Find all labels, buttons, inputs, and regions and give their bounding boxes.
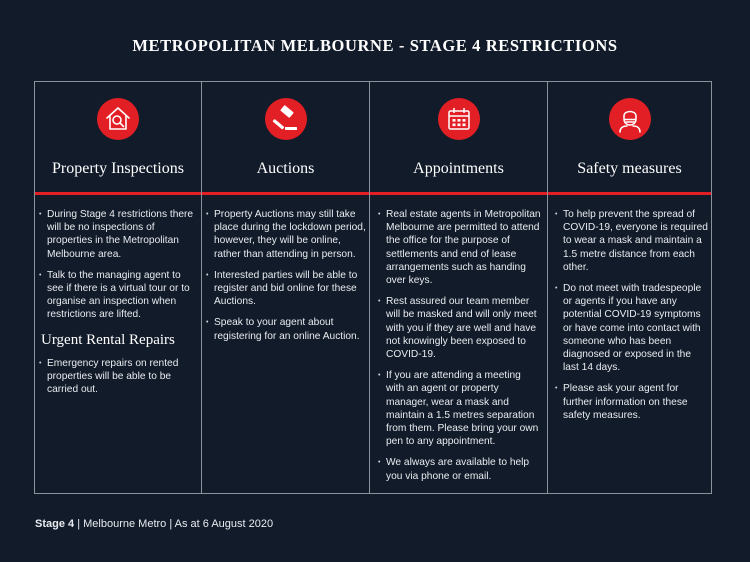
column-property-inspections <box>35 82 201 493</box>
list-item: • Please ask your agent for further information on these safety measures. <box>555 382 709 422</box>
column-heading: Safety measures <box>577 160 682 177</box>
list-item: • Speak to your agent about registering for an online Auction. <box>206 316 367 342</box>
divider <box>202 192 369 195</box>
column-safety-measures <box>547 82 711 493</box>
page-title: METROPOLITAN MELBOURNE - STAGE 4 RESTRICTIONS <box>132 36 618 55</box>
column-auctions <box>201 82 369 493</box>
column-heading: Auctions <box>256 160 315 177</box>
column-appointments <box>369 82 547 493</box>
footer-separator: | <box>74 518 84 530</box>
calendar-icon <box>438 98 480 140</box>
list-item: • Rest assured our team member will be masked and will only meet with you if they are well and have not knowingly been exposed to COVID-19. <box>378 295 541 361</box>
footer-text: Melbourne Metro | As at 6 August 2020 <box>83 518 274 530</box>
gavel-icon <box>265 98 307 140</box>
list-item: • Do not meet with tradespeople or agents if you have any potential COVID-19 symptoms or have come into contact with someone who has been diagnosed or exposed in the last 14 days. <box>555 282 709 374</box>
list-item: • If you are attending a meeting with an agent or property manager, wear a mask and maintain a 1.5 metres separation from them. Please bring your own pen to any appointment. <box>378 369 541 448</box>
list-item: • Real estate agents in Metropolitan Melbourne are permitted to attend the office for the purpose of settlements and end of lease arrangements such as handing over keys. <box>378 208 541 287</box>
list-item: • During Stage 4 restrictions there will be no inspections of properties in the Metropolitan Melbourne area. <box>39 208 197 261</box>
list-item: • Emergency repairs on rented properties will be able to be carried out. <box>39 357 197 397</box>
list-item: • We always are available to help you via phone or email. <box>378 456 541 482</box>
masked-person-icon <box>609 98 651 140</box>
column-heading: Property Inspections <box>52 160 184 177</box>
house-search-icon <box>97 98 139 140</box>
list-item: • Interested parties will be able to register and bid online for these Auctions. <box>206 269 367 309</box>
section-heading: Urgent Rental Repairs <box>41 331 175 348</box>
divider <box>548 192 711 195</box>
divider <box>35 192 201 195</box>
restrictions-panel <box>34 81 712 494</box>
column-heading: Appointments <box>413 160 504 177</box>
list-item: • Property Auctions may still take place during the lockdown period, however, they will be online, rather than attending in person. <box>206 208 367 261</box>
divider <box>370 192 547 195</box>
footer-stage: Stage 4 <box>35 518 75 530</box>
footer <box>35 518 273 530</box>
list-item: • Talk to the managing agent to see if there is a virtual tour or to organise an inspection when restrictions are lifted. <box>39 269 197 322</box>
list-item: • To help prevent the spread of COVID-19, everyone is required to wear a mask and maintain a 1.5 metre distance from each other. <box>555 208 709 274</box>
